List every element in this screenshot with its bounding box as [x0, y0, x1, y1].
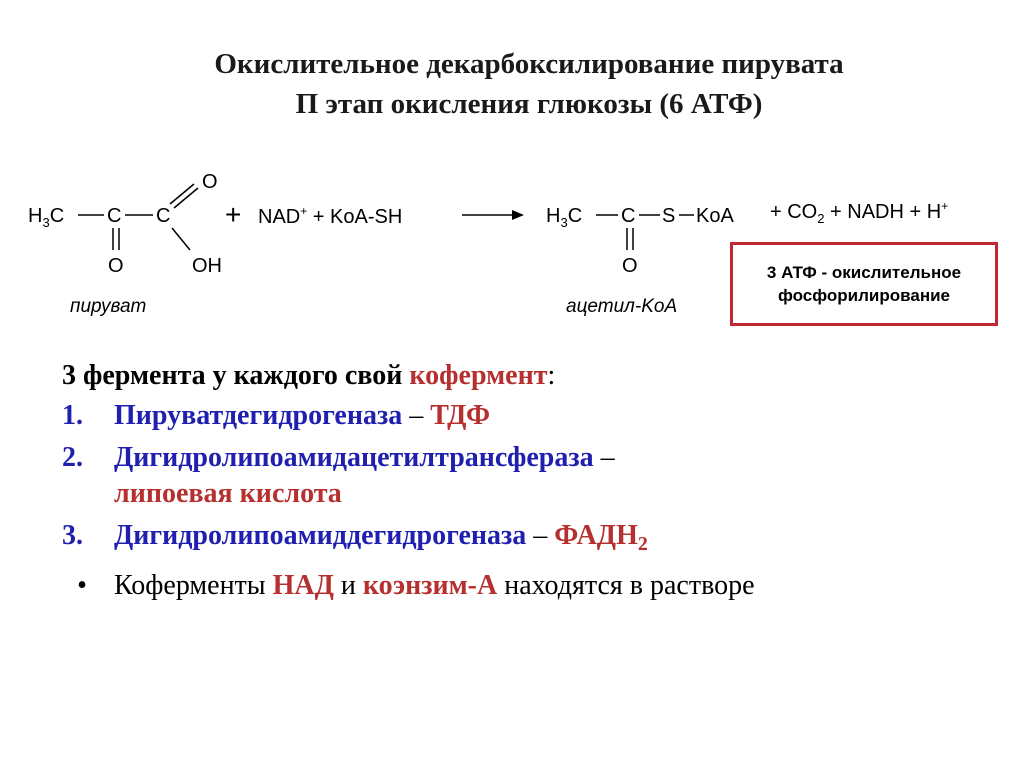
- pyruvate-h: $H_3C$: [28, 205, 65, 230]
- coenzyme-a-highlight: коэнзим-А: [362, 570, 498, 601]
- acetyl-h: $H_3C$: [546, 205, 583, 230]
- title-line-2: П этап окисления глюкозы (6 АТФ): [295, 88, 763, 120]
- atp-note-line-2: фосфорилирование: [777, 286, 950, 305]
- title-line-1: Окислительное декарбоксилирование пирувата: [214, 48, 844, 80]
- pyruvate-oh: OH: [192, 255, 222, 277]
- hydroxyl-bond: [172, 228, 190, 250]
- acetyl-c: C: [621, 205, 636, 227]
- slide-title: [0, 44, 1024, 124]
- list-item: 1. Пируватдегидрогеназа – ТДФ: [62, 398, 962, 434]
- bullet-symbol: •: [77, 570, 87, 601]
- item-number: 3.: [62, 520, 83, 551]
- nad-highlight: НАД: [272, 570, 334, 601]
- enzyme-list-section: [62, 358, 962, 610]
- enzyme-name: Дигидролипоамидацетилтрансфераза: [114, 442, 594, 473]
- acetyl-coa-structure: [546, 205, 734, 317]
- list-item: 2. Дигидролипоамидацетилтрансфераза – липоевая кислота: [62, 440, 962, 512]
- coenzyme-name: ТДФ: [430, 400, 491, 431]
- item-number: 1.: [62, 400, 83, 431]
- pyruvate-structure: [28, 171, 222, 317]
- acetyl-koa: KoA: [696, 205, 734, 227]
- atp-note-line-1: 3 АТФ - окислительное: [766, 263, 962, 282]
- acetyl-o: O: [622, 255, 638, 277]
- pyruvate-c1: C: [156, 205, 171, 227]
- coenzyme-word: кофермент: [409, 360, 548, 391]
- plus-sign: +: [225, 199, 242, 230]
- acetyl-s: S: [662, 205, 676, 227]
- reaction-arrow: [462, 210, 524, 220]
- bullet-item: • Коферменты НАД и коэнзим-А находятся в растворе: [62, 568, 962, 604]
- acetyl-label: ацетил-KoA: [566, 296, 678, 317]
- pyruvate-ketone-o: O: [108, 255, 124, 277]
- pyruvate-label: пируват: [70, 296, 147, 317]
- enzyme-name: Дигидролипоамиддегидрогеназа: [114, 520, 527, 551]
- pyruvate-carboxyl-o: O: [202, 171, 218, 193]
- pyruvate-c2: C: [107, 205, 122, 227]
- atp-note-box: [730, 242, 998, 326]
- list-item: 3. Дигидролипоамиддегидрогеназа – $ФАДН_2$: [62, 518, 962, 562]
- coenzyme-name: липоевая кислота: [114, 478, 342, 509]
- intro-line: 3 фермента у каждого свой кофермент:: [62, 360, 556, 391]
- item-number: 2.: [62, 442, 83, 473]
- coenzyme-name: $ФАДН_2$: [554, 520, 648, 555]
- reagents: NAD+ + KoA-SH: [258, 204, 403, 228]
- products: + $CO_2$ + NADH + H+: [770, 199, 949, 226]
- enzyme-name: Пируватдегидрогеназа: [114, 400, 403, 431]
